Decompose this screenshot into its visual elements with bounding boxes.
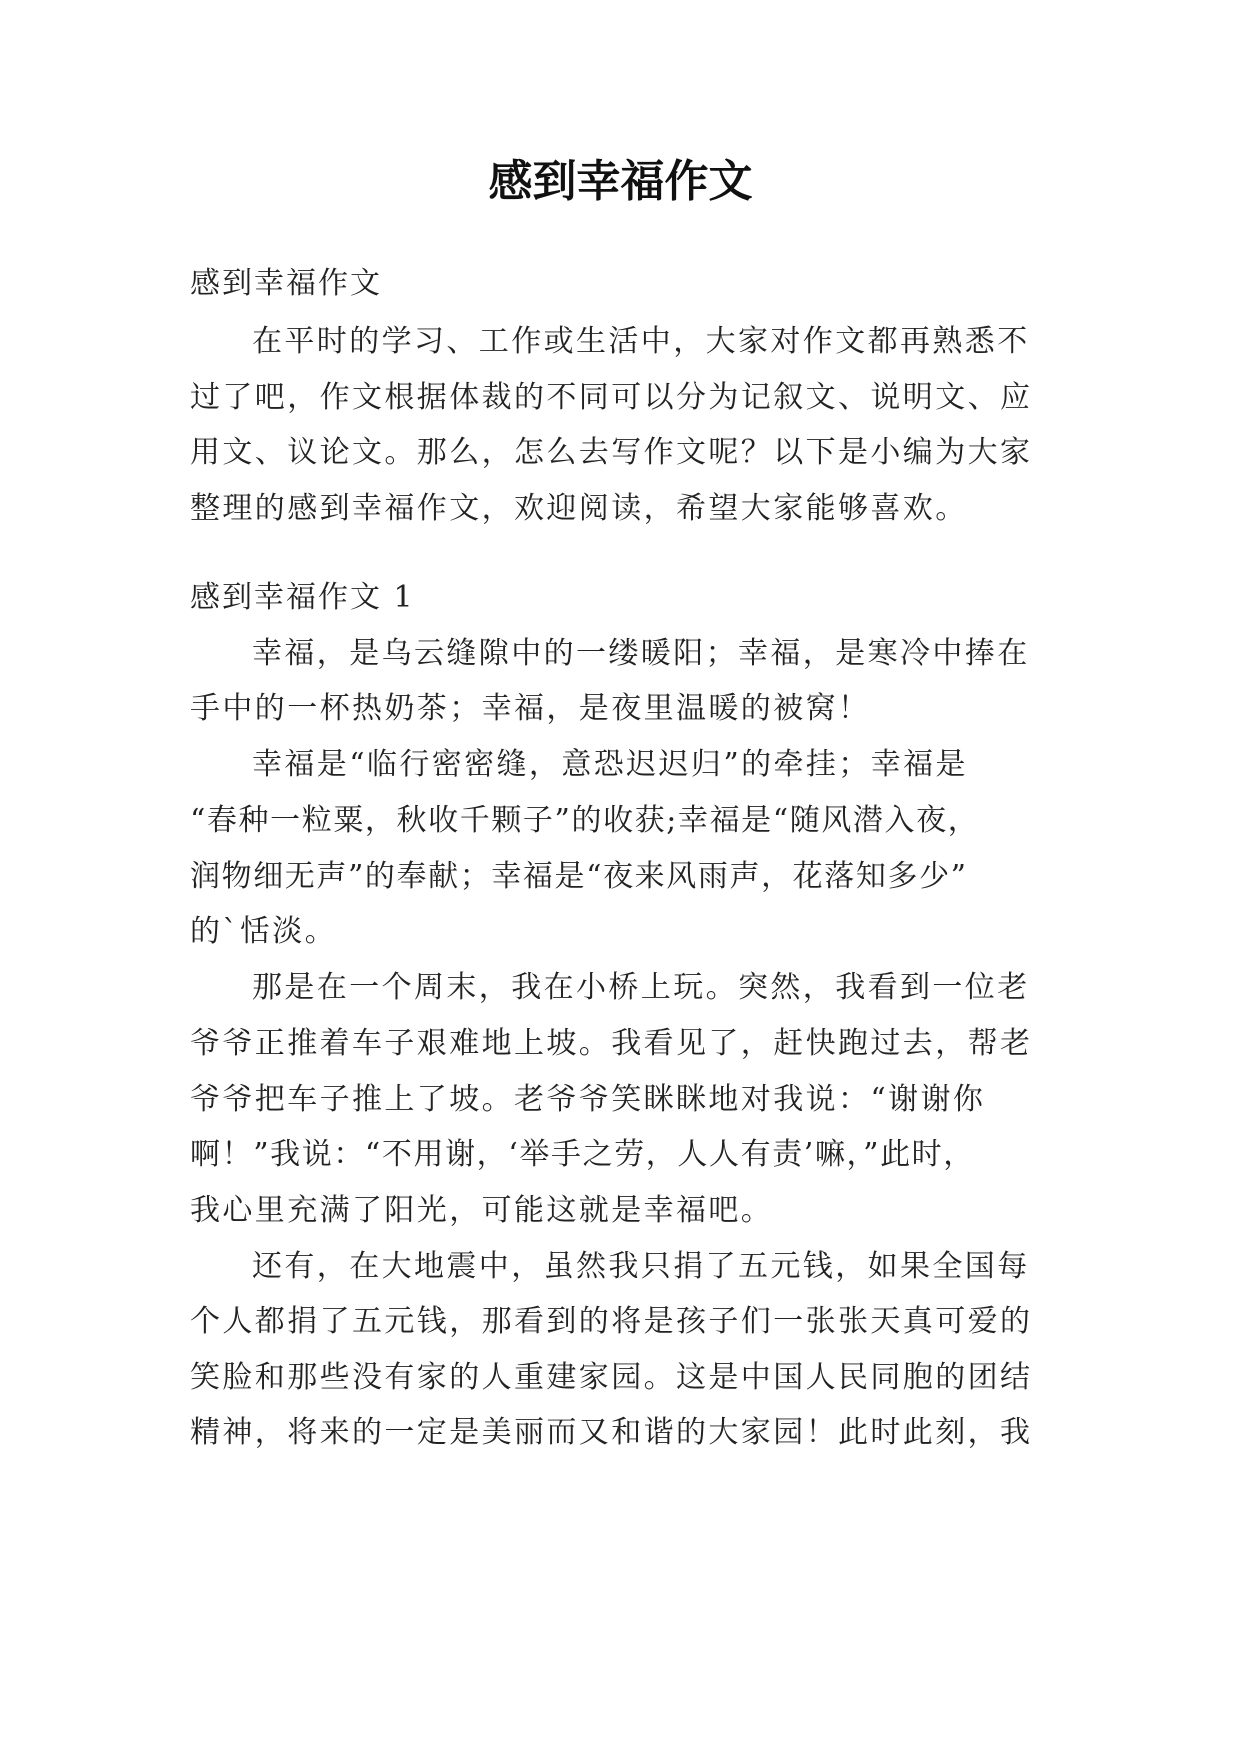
para1-line-1: 幸福，是乌云缝隙中的一缕暖阳；幸福，是寒冷中捧在 <box>252 636 1030 671</box>
document-title: 感到幸福作文 <box>488 156 753 207</box>
para2-line-4: 的`恬淡。 <box>190 914 337 949</box>
para3-line-3: 爷爷把车子推上了坡。老爷爷笑眯眯地对我说：“谢谢你 <box>190 1082 986 1117</box>
intro-line-4: 整理的感到幸福作文，欢迎阅读，希望大家能够喜欢。 <box>190 491 968 526</box>
para3-line-5: 我心里充满了阳光，可能这就是幸福吧。 <box>190 1193 774 1228</box>
para2-line-3: 润物细无声”的奉献；幸福是“夜来风雨声，花落知多少” <box>190 859 968 894</box>
subheading: 感到幸福作文 <box>190 266 382 301</box>
para2-line-2: “春种一粒粟，秋收千颗子”的收获;幸福是“随风潜入夜， <box>190 803 980 838</box>
para2-line-1: 幸福是“临行密密缝，意恐迟迟归”的牵挂；幸福是 <box>252 747 968 782</box>
para1-line-2: 手中的一杯热奶茶；幸福，是夜里温暖的被窝！ <box>190 691 871 726</box>
para4-line-1: 还有，在大地震中，虽然我只捐了五元钱，如果全国每 <box>252 1249 1030 1284</box>
para4-line-2: 个人都捐了五元钱，那看到的将是孩子们一张张天真可爱的 <box>190 1304 1033 1339</box>
para3-line-2: 爷爷正推着车子艰难地上坡。我看见了，赶快跑过去，帮老 <box>190 1026 1033 1061</box>
para3-line-4: 啊！”我说：“不用谢，‘举手之劳，人人有责’嘛，”此时， <box>190 1137 975 1172</box>
para3-line-1: 那是在一个周末，我在小桥上玩。突然，我看到一位老 <box>252 970 1030 1005</box>
para4-line-3: 笑脸和那些没有家的人重建家园。这是中国人民同胞的团结 <box>190 1360 1033 1395</box>
para4-line-4: 精神，将来的一定是美丽而又和谐的大家园！此时此刻，我 <box>190 1415 1033 1450</box>
essay-heading: 感到幸福作文 1 <box>190 580 415 615</box>
intro-line-3: 用文、议论文。那么，怎么去写作文呢？以下是小编为大家 <box>190 435 1033 470</box>
intro-line-2: 过了吧，作文根据体裁的不同可以分为记叙文、说明文、应 <box>190 380 1033 415</box>
intro-line-1: 在平时的学习、工作或生活中，大家对作文都再熟悉不 <box>252 324 1030 359</box>
